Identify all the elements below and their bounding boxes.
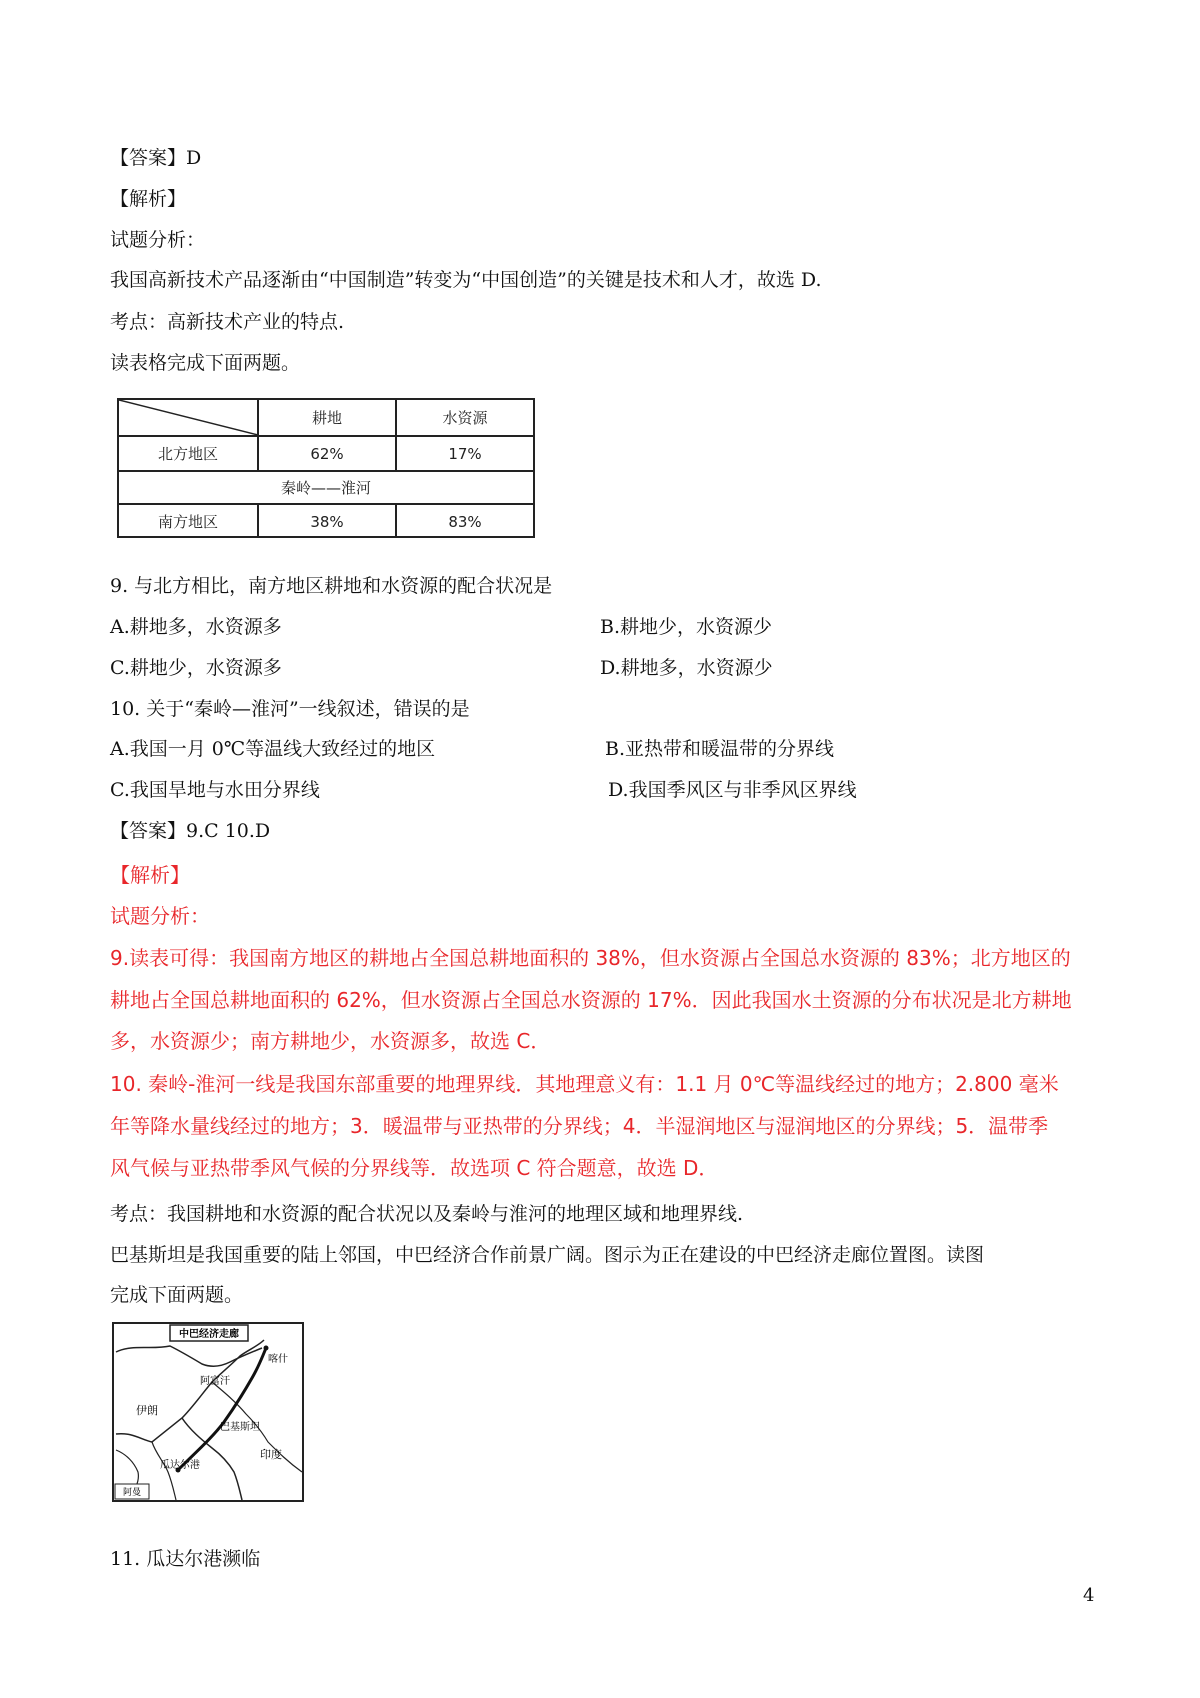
red-analysis-line-1: 9.读表可得：我国南方地区的耕地占全国总耕地面积的 38%，但水资源占全国总水资源的 83%；北方地区的 (110, 946, 1071, 970)
label-pakistan: 巴基斯坦 (220, 1422, 260, 1433)
red-analysis-line-4: 10. 秦岭-淮河一线是我国东部重要的地理界线．其地理意义有：1.1 月 0℃等温线经过的地方；2.800 毫米 (110, 1072, 1059, 1096)
label-iran: 伊朗 (136, 1404, 158, 1417)
analysis-subheading: 试题分析： (110, 229, 206, 251)
q11-stem: 11. 瓜达尔港濒临 (110, 1548, 261, 1570)
south-water: 83% (448, 512, 482, 531)
q10-option-a: A.我国一月 0℃等温线大致经过的地区 (110, 738, 436, 760)
map-intro-line-1: 巴基斯坦是我国重要的陆上邻国，中巴经济合作前景广阔。图示为正在建设的中巴经济走廊位置图。读图 (110, 1244, 985, 1266)
row-north-label: 北方地区 (157, 445, 218, 463)
q10-stem: 10. 关于“秦岭—淮河”一线叙述，错误的是 (110, 698, 470, 720)
q10-option-c: C.我国旱地与水田分界线 (110, 779, 320, 801)
map-intro-line-2: 完成下面两题。 (110, 1284, 244, 1306)
red-analysis-subheading: 试题分析： (110, 904, 210, 928)
q9-option-b: B.耕地少，水资源少 (600, 616, 773, 638)
label-kashgar: 喀什 (268, 1354, 288, 1365)
label-oman: 阿曼 (122, 1488, 142, 1498)
cpec-map (112, 1322, 304, 1502)
label-afghanistan: 阿富汗 (200, 1376, 230, 1387)
red-analysis-line-6: 风气候与亚热带季风气候的分界线等．故选项 C 符合题意，故选 D． (110, 1156, 719, 1180)
q9-option-a: A.耕地多，水资源多 (110, 616, 282, 638)
q9-option-d: D.耕地多，水资源少 (600, 657, 773, 679)
page-number: 4 (1083, 1585, 1095, 1606)
header-water: 水资源 (442, 409, 488, 427)
answer-line: 【答案】D (110, 147, 202, 169)
data-table (117, 398, 535, 538)
kaodian2-line: 考点：我国耕地和水资源的配合状况以及秦岭与淮河的地理区域和地理界线. (110, 1203, 744, 1225)
kaodian-line: 考点：高新技术产业的特点. (110, 311, 345, 333)
red-analysis-line-5: 年等降水量线经过的地方；3．暖温带与亚热带的分界线；4．半湿润地区与湿润地区的分界线；5．温带季 (110, 1114, 1049, 1138)
q10-option-d: D.我国季风区与非季风区界线 (608, 779, 857, 801)
red-analysis-line-2: 耕地占全国总耕地面积的 62%，但水资源占全国总水资源的 17%．因此我国水土资源的分布状况是北方耕地 (110, 988, 1072, 1012)
label-gwadar: 瓜达尔港 (160, 1460, 200, 1471)
q9-option-c: C.耕地少，水资源多 (110, 657, 282, 679)
q9-stem: 9. 与北方相比，南方地区耕地和水资源的配合状况是 (110, 575, 553, 597)
answer2-line: 【答案】9.C 10.D (110, 820, 271, 842)
table-diagonal (119, 400, 259, 436)
analysis-heading: 【解析】 (110, 188, 187, 210)
q10-option-b: B.亚热带和暖温带的分界线 (605, 738, 835, 760)
red-analysis-heading: 【解析】 (110, 863, 190, 887)
north-farmland: 62% (310, 444, 344, 463)
analysis-text: 我国高新技术产品逐渐由“中国制造”转变为“中国创造”的关键是技术和人才，故选 D. (110, 269, 822, 291)
north-water: 17% (448, 444, 482, 463)
header-farmland: 耕地 (311, 409, 342, 427)
label-india: 印度 (260, 1448, 282, 1461)
row-south-label: 南方地区 (157, 513, 218, 531)
divider-row: 秦岭——淮河 (280, 479, 371, 497)
table-intro: 读表格完成下面两题。 (110, 352, 301, 374)
red-analysis-line-3: 多，水资源少；南方耕地少，水资源多，故选 C． (110, 1029, 551, 1053)
south-farmland: 38% (310, 512, 344, 531)
map-title: 中巴经济走廊 (179, 1329, 239, 1340)
